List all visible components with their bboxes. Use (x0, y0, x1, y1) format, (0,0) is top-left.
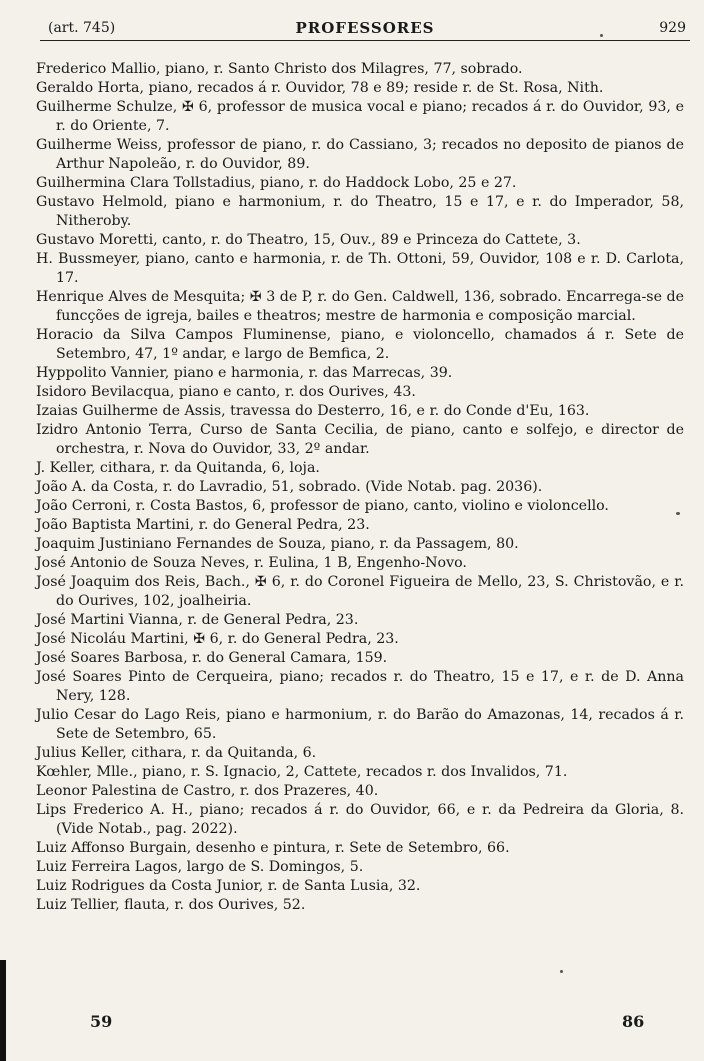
directory-entry: João Baptista Martini, r. do General Pedra, 23. (36, 517, 370, 533)
directory-entry: Guilherme Weiss, professor de piano, r. do Cassiano, 3; recados no deposito de pianos de Arthur Napoleão, r. do Ouvidor, 89. (36, 137, 684, 172)
directory-entry: Guilherme Schulze, ✠ 6, professor de musica vocal e piano; recados á r. do Ouvidor, 93, e r. do Oriente, 7. (36, 99, 684, 134)
directory-entry: Gustavo Moretti, canto, r. do Theatro, 15, Ouv., 89 e Princeza do Cattete, 3. (36, 232, 581, 248)
directory-entry: Frederico Mallio, piano, r. Santo Christo dos Milagres, 77, sobrado. (36, 61, 523, 77)
directory-entry: Geraldo Horta, piano, recados á r. Ouvidor, 78 e 89; reside r. de St. Rosa, Nith. (36, 80, 604, 96)
binding-edge (0, 960, 6, 1061)
directory-entry: José Joaquim dos Reis, Bach., ✠ 6, r. do Coronel Figueira de Mello, 23, S. Christovão, e r. do Ourives, 102, joalheiria. (36, 574, 684, 609)
directory-entry: Isidoro Bevilacqua, piano e canto, r. dos Ourives, 43. (36, 384, 416, 400)
directory-entry: H. Bussmeyer, piano, canto e harmonia, r. de Th. Ottoni, 59, Ouvidor, 108 e r. D. Carlota, 17. (36, 251, 684, 286)
directory-entry: Izidro Antonio Terra, Curso de Santa Cecilia, de piano, canto e solfejo, e director de orchestra, r. Nova do Ouvidor, 33, 2º andar. (36, 422, 684, 457)
directory-entry: J. Keller, cithara, r. da Quitanda, 6, loja. (36, 460, 320, 476)
directory-entry: Luiz Rodrigues da Costa Junior, r. de Santa Lusia, 32. (36, 878, 421, 894)
directory-entry: José Martini Vianna, r. de General Pedra, 23. (36, 612, 359, 628)
directory-entry: Luiz Ferreira Lagos, largo de S. Domingos, 5. (36, 859, 364, 875)
directory-entry: Julius Keller, cithara, r. da Quitanda, 6. (36, 745, 317, 761)
directory-entry: João Cerroni, r. Costa Bastos, 6, professor de piano, canto, violino e violoncello. (36, 498, 609, 514)
directory-entry: José Soares Barbosa, r. do General Camara, 159. (36, 650, 388, 666)
page-number: 929 (659, 20, 686, 36)
print-speck (676, 512, 680, 515)
directory-entry: Joaquim Justiniano Fernandes de Souza, piano, r. da Passagem, 80. (36, 536, 519, 552)
directory-entry: José Antonio de Souza Neves, r. Eulina, 1 B, Engenho-Novo. (36, 555, 467, 571)
directory-entry: Henrique Alves de Mesquita; ✠ 3 de P, r. do Gen. Caldwell, 136, sobrado. Encarrega-se de funcções de igreja, bailes e theatros; mestre de harmonia e composição marcial. (36, 289, 684, 324)
print-speck (560, 970, 563, 973)
directory-entry: Guilhermina Clara Tollstadius, piano, r. do Haddock Lobo, 25 e 27. (36, 175, 517, 191)
signature-mark-left: 59 (90, 1012, 113, 1031)
directory-entry: José Soares Pinto de Cerqueira, piano; recados r. do Theatro, 15 e 17, e r. de D. Anna Nery, 128. (36, 669, 684, 704)
signature-mark-right: 86 (622, 1012, 645, 1031)
directory-entry: Gustavo Helmold, piano e harmonium, r. do Theatro, 15 e 17, e r. do Imperador, 58, Nitheroby. (36, 194, 684, 229)
directory-entry: Horacio da Silva Campos Fluminense, piano, e violoncello, chamados á r. Sete de Setembro, 47, 1º andar, e largo de Bemfica, 2. (36, 327, 684, 362)
directory-entry: Julio Cesar do Lago Reis, piano e harmonium, r. do Barão do Amazonas, 14, recados á r. Sete de Setembro, 65. (36, 707, 684, 742)
page-header (40, 16, 690, 41)
directory-entry: João A. da Costa, r. do Lavradio, 51, sobrado. (Vide Notab. pag. 2036). (36, 479, 543, 495)
directory-entry: Luiz Tellier, flauta, r. dos Ourives, 52. (36, 897, 306, 913)
directory-entry: Luiz Affonso Burgain, desenho e pintura, r. Sete de Setembro, 66. (36, 840, 510, 856)
print-speck (600, 34, 603, 37)
directory-entry: José Nicoláu Martini, ✠ 6, r. do General Pedra, 23. (36, 631, 399, 647)
entry-list (36, 60, 684, 915)
directory-entry: Izaias Guilherme de Assis, travessa do Desterro, 16, e r. do Conde d'Eu, 163. (36, 403, 590, 419)
directory-entry: Hyppolito Vannier, piano e harmonia, r. das Marrecas, 39. (36, 365, 453, 381)
article-reference: (art. 745) (48, 20, 116, 36)
section-title: PROFESSORES (295, 19, 435, 37)
directory-entry: Leonor Palestina de Castro, r. dos Prazeres, 40. (36, 783, 379, 799)
directory-entry: Lips Frederico A. H., piano; recados á r. do Ouvidor, 66, e r. da Pedreira da Gloria, 8. (Vide Notab., pag. 2022). (36, 802, 684, 837)
directory-entry: Kœhler, Mlle., piano, r. S. Ignacio, 2, Cattete, recados r. dos Invalidos, 71. (36, 764, 568, 780)
